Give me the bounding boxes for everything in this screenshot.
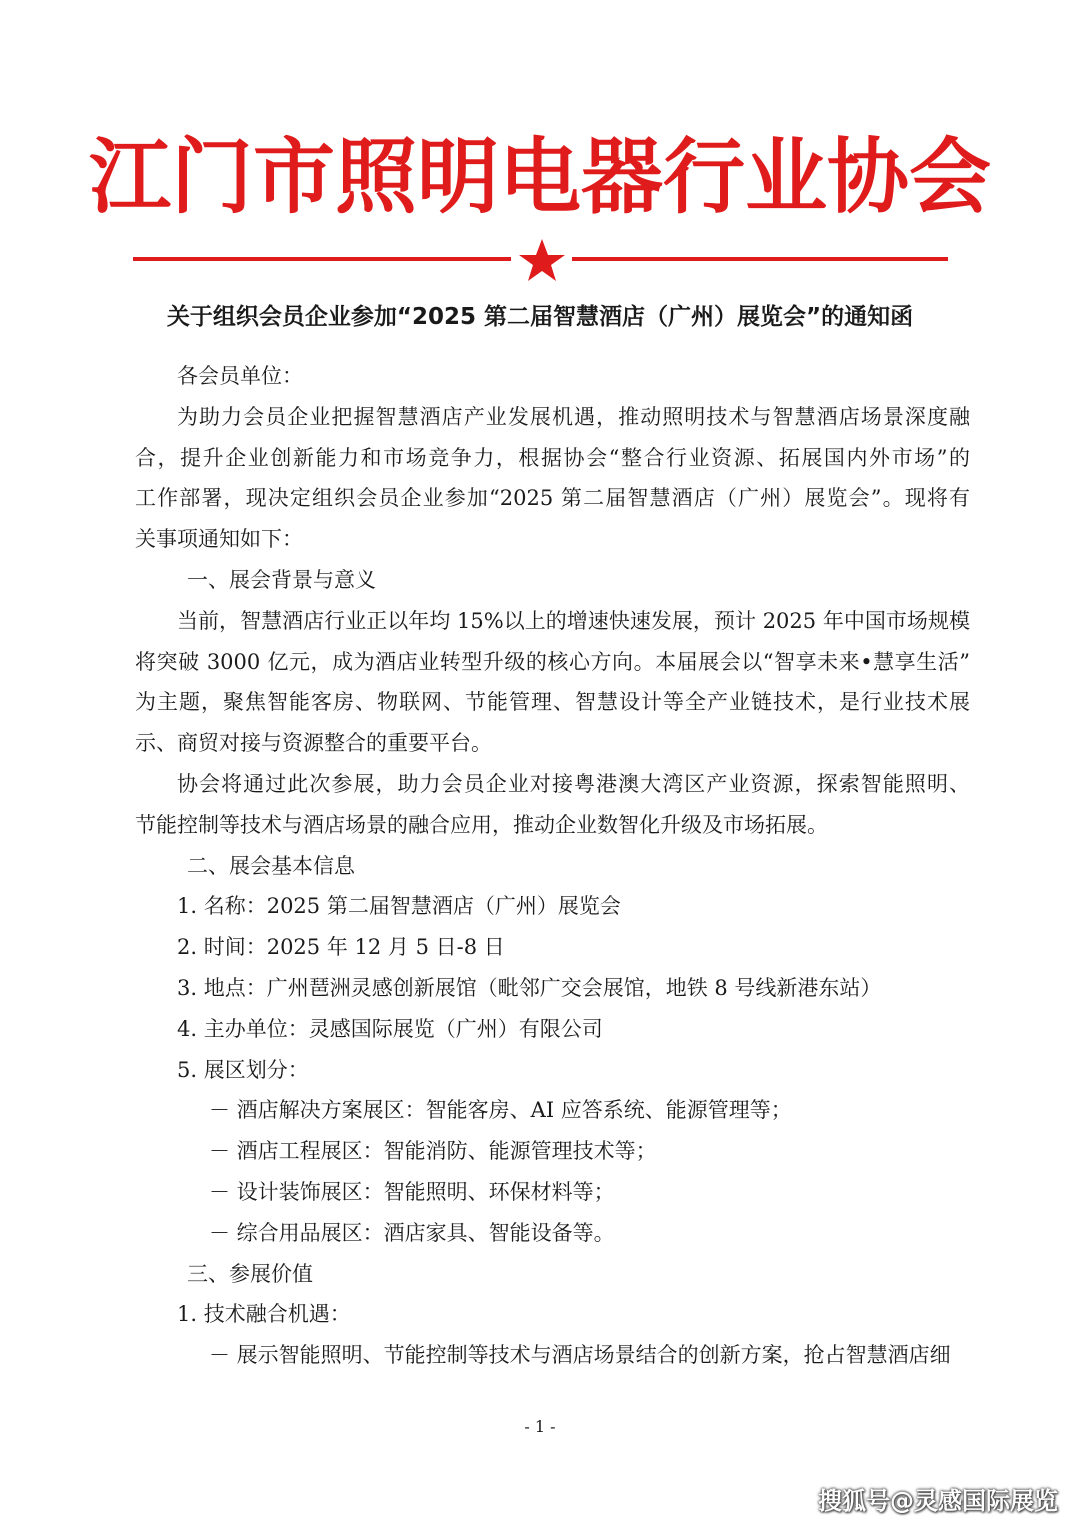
zone-item: － 综合用品展区：酒店家具、智能设备等。: [209, 1220, 615, 1245]
star-icon: [517, 238, 567, 282]
paragraph-line: 当前，智慧酒店行业正以年均 15%以上的增速快速发展，预计 2025 年中国市场规模: [177, 608, 970, 633]
zone-item: － 酒店解决方案展区：智能客房、AI 应答系统、能源管理等；: [209, 1098, 792, 1123]
paragraph-line: 将突破 3000 亿元，成为酒店业转型升级的核心方向。本届展会以“智享未来•慧享生活”: [135, 649, 970, 674]
list-item-detail: － 展示智能照明、节能控制等技术与酒店场景结合的创新方案，抢占智慧酒店细: [209, 1343, 951, 1368]
salutation: 各会员单位：: [177, 364, 303, 388]
list-item: 2. 时间：2025 年 12 月 5 日-8 日: [177, 935, 505, 960]
list-item: 1. 技术融合机遇：: [177, 1302, 351, 1327]
paragraph-line: 工作部署，现决定组织会员企业参加“2025 第二届智慧酒店（广州）展览会”。现将有: [135, 486, 970, 511]
zone-item: － 酒店工程展区：智能消防、能源管理技术等；: [209, 1139, 657, 1164]
letterhead-rule-right: [572, 257, 948, 261]
letterhead-organization: 江门市照明电器行业协会: [88, 130, 991, 225]
paragraph-line: 协会将通过此次参展，助力会员企业对接粤港澳大湾区产业资源，探索智能照明、: [177, 771, 970, 796]
zone-item: － 设计装饰展区：智能照明、环保材料等；: [209, 1179, 615, 1204]
list-item: 1. 名称：2025 第二届智慧酒店（广州）展览会: [177, 894, 621, 919]
letterhead-rule-left: [133, 257, 511, 261]
paragraph-line: 为助力会员企业把握智慧酒店产业发展机遇，推动照明技术与智慧酒店场景深度融: [177, 404, 970, 429]
list-item: 5. 展区划分：: [177, 1057, 309, 1082]
section-heading: 一、展会背景与意义: [187, 567, 376, 592]
paragraph-line: 示、商贸对接与资源整合的重要平台。: [135, 731, 492, 756]
list-item: 3. 地点：广州琶洲灵感创新展馆（毗邻广交会展馆，地铁 8 号线新港东站）: [177, 975, 882, 1000]
list-item: 4. 主办单位：灵感国际展览（广州）有限公司: [177, 1016, 603, 1041]
paragraph-line: 合，提升企业创新能力和市场竞争力，根据协会“整合行业资源、拓展国内外市场”的: [135, 445, 970, 470]
section-heading: 二、展会基本信息: [187, 853, 355, 878]
document-title: 关于组织会员企业参加“2025 第二届智慧酒店（广州）展览会”的通知函: [166, 304, 914, 330]
watermark: 搜狐号@灵感国际展览: [818, 1487, 1058, 1515]
paragraph-line: 关事项通知如下：: [135, 527, 303, 552]
paragraph-line: 为主题，聚焦智能客房、物联网、节能管理、智慧设计等全产业链技术，是行业技术展: [135, 690, 970, 715]
section-heading: 三、参展价值: [187, 1261, 313, 1286]
paragraph-line: 节能控制等技术与酒店场景的融合应用，推动企业数智化升级及市场拓展。: [135, 812, 828, 837]
document-body: [135, 356, 970, 1376]
page-number: - 1 -: [524, 1417, 556, 1436]
